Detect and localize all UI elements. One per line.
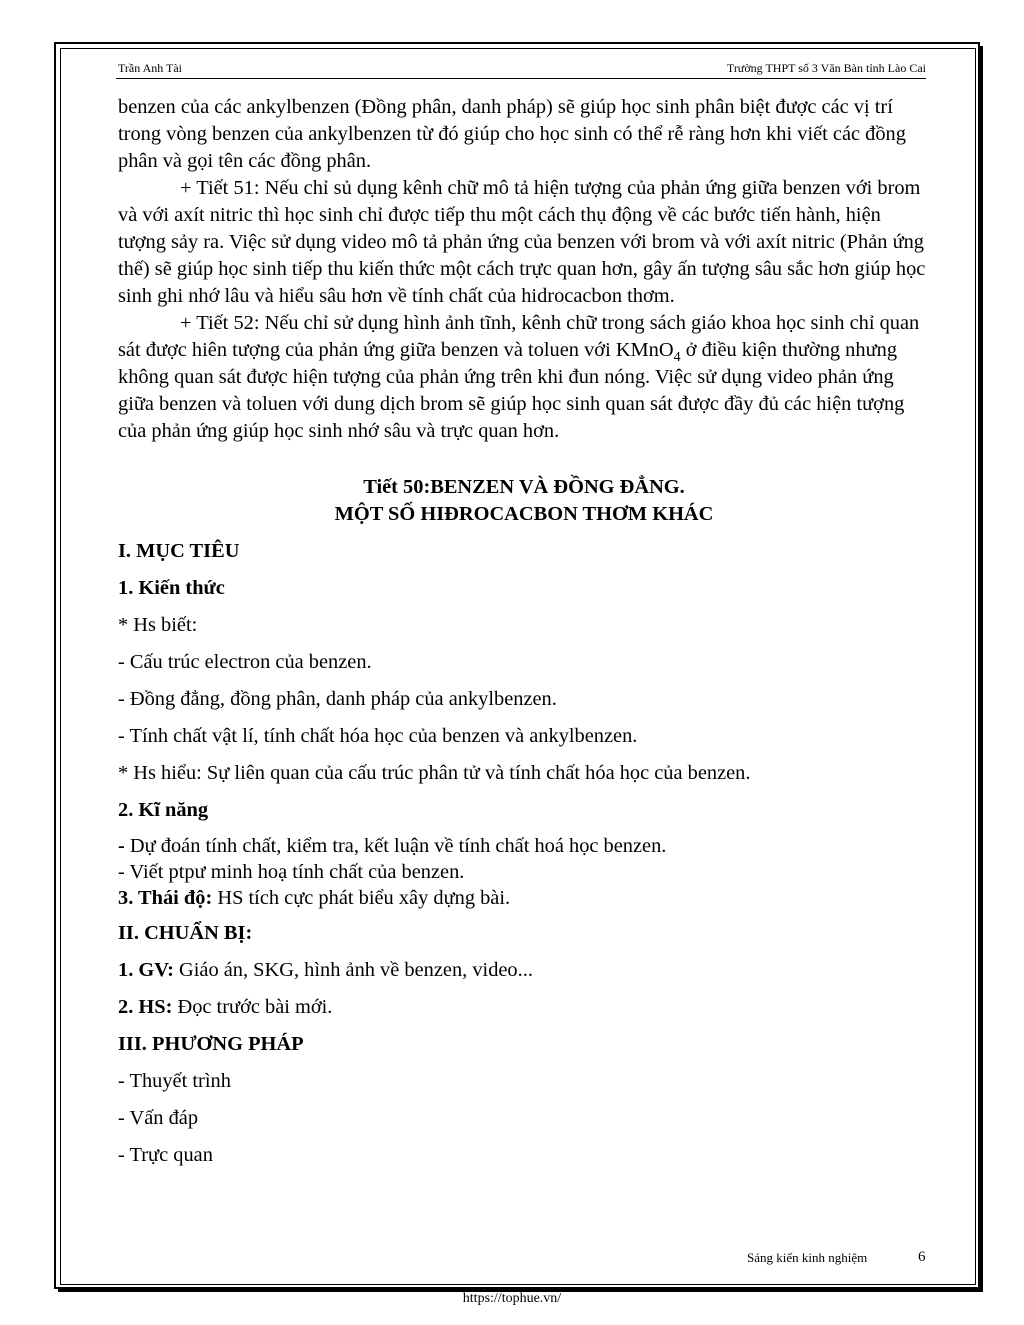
header-author: Trần Anh Tài	[118, 61, 183, 75]
knowledge-item-1: - Cấu trúc electron của benzen.	[118, 651, 372, 673]
attitude-item	[118, 885, 930, 911]
subsection-skills: 2. Kĩ năng	[118, 799, 209, 821]
intro-paragraph-3-text: + Tiết 52: Nếu chỉ sử dụng hình ảnh tĩnh, kênh chữ trong sách giáo khoa học sinh chỉ quan sát được hiên tượng của phản ứng giữa benzen và toluen với KMnO	[118, 312, 920, 361]
intro-paragraph-3-rest: ở điều kiện thường nhưng không quan sát được hiện tượng của phản ứng trên khi đun nóng. Việc sử dụng video phản ứng giữa benzen và toluen với dung dịch brom sẽ giúp học sinh quan sát được đầy đủ các hiện tượng của phản ứng giúp học sinh nhớ sâu và trực quan hơn.	[118, 339, 905, 442]
prep-teacher-label: 1. GV:	[118, 959, 174, 981]
prep-student	[118, 989, 930, 1026]
skill-item-1	[118, 833, 930, 859]
source-url: https://tophue.vn/	[462, 1291, 562, 1306]
understanding-item: * Hs hiểu: Sự liên quan của cấu trúc phân tử và tính chất hóa học của benzen.	[118, 762, 751, 784]
section-objectives: I. MỤC TIÊU	[118, 540, 240, 562]
intro-paragraph-3	[118, 310, 930, 445]
section-methods: III. PHƯƠNG PHÁP	[118, 1033, 304, 1055]
skill-item-1-text: Dự đoán tính chất, kiểm tra, kết luận về tính chất hoá học benzen.	[124, 835, 667, 857]
prep-teacher	[118, 952, 930, 989]
subsection-knowledge: 1. Kiến thức	[118, 577, 225, 599]
method-item-2: - Vấn đáp	[118, 1107, 199, 1129]
prep-student-text: Đọc trước bài mới.	[172, 996, 333, 1018]
method-item-3: - Trực quan	[118, 1144, 213, 1166]
footer-label: Sáng kiến kinh nghiệm	[747, 1250, 868, 1265]
intro-paragraph-2: + Tiết 51: Nếu chỉ sủ dụng kênh chữ mô tả hiện tượng của phản ứng giữa benzen với brom và với axít nitric thì học sinh chỉ được tiếp thu một cách thụ động về các bước tiến hành, hiện tượng sảy ra. Việc sử dụng video mô tả phản ứng của benzen với brom và với axít nitric (Phản ứng thế) sẽ giúp học sinh tiếp thu kiến thức một cách trực quan hơn, gây ấn tượng sâu sắc hơn giúp học sinh ghi nhớ lâu và hiểu sâu hơn về tính chất của hidrocacbon thơm.	[118, 177, 926, 307]
page-content	[118, 94, 930, 1174]
intro-paragraph-1: benzen của các ankylbenzen (Đồng phân, danh pháp) sẽ giúp học sinh phân biệt được các vị trí trong vòng benzen của ankylbenzen từ đó giúp cho học sinh có thể rễ ràng hơn khi viết các đồng phân và gọi tên các đồng phân.	[118, 96, 906, 172]
knowledge-item-3: - Tính chất vật lí, tính chất hóa học của benzen và ankylbenzen.	[118, 725, 638, 747]
prep-teacher-text: Giáo án, SKG, hình ảnh về benzen, video...	[173, 959, 533, 981]
subscript-four: 4	[673, 350, 681, 366]
header-rule	[116, 78, 926, 79]
attitude-label: 3. Thái độ:	[118, 887, 213, 909]
page-border-shadow-right	[980, 46, 983, 1292]
method-item-1: - Thuyết trình	[118, 1070, 231, 1092]
lesson-title-line-2: MỘT SỐ HIĐROCACBON THƠM KHÁC	[334, 503, 714, 525]
section-preparation: II. CHUẨN BỊ:	[118, 922, 253, 944]
skill-dash: -	[118, 835, 125, 857]
page-number: 6	[918, 1249, 926, 1265]
prep-student-label: 2. HS:	[118, 996, 173, 1018]
lesson-title-line-1: Tiết 50:BENZEN VÀ ĐỒNG ĐẲNG.	[363, 476, 685, 498]
header-school: Trường THPT số 3 Văn Bàn tỉnh Lào Cai	[726, 61, 926, 75]
knowledge-heading: * Hs biết:	[118, 614, 198, 636]
knowledge-item-2: - Đồng đẳng, đồng phân, danh pháp của ankylbenzen.	[118, 688, 557, 710]
skill-item-2: - Viết ptpư minh hoạ tính chất của benzen.	[118, 861, 465, 883]
attitude-text: HS tích cực phát biểu xây dựng bài.	[212, 887, 511, 909]
